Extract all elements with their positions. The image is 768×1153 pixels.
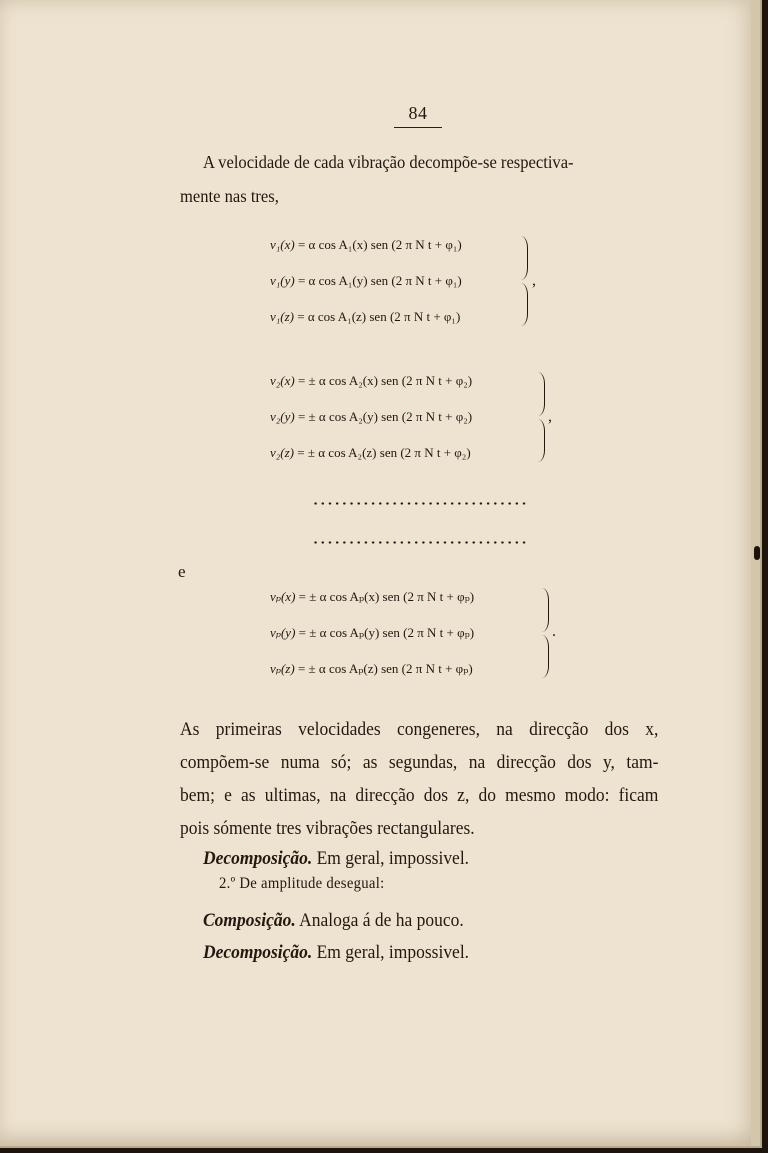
brace-top bbox=[521, 236, 528, 280]
equation: v₂(x) = ± α cos A₂(x) sen (2 π N t + φ₂) bbox=[270, 373, 473, 388]
decomposition-line-2 bbox=[203, 936, 469, 969]
case-heading: 2.º De amplitude desegual: bbox=[219, 875, 385, 892]
binding-mark bbox=[754, 546, 760, 560]
equation-punctuation: , bbox=[548, 408, 552, 425]
equation: vₚ(x) = ± α cos Aₚ(x) sen (2 π N t + φₚ) bbox=[270, 589, 475, 604]
equation-punctuation: . bbox=[552, 623, 556, 640]
equation: vₚ(z) = ± α cos Aₚ(z) sen (2 π N t + φₚ) bbox=[270, 661, 473, 676]
ellipsis-row-1 bbox=[312, 502, 530, 505]
brace-bottom bbox=[521, 283, 528, 326]
decomposition-label: Decomposição. bbox=[203, 942, 313, 963]
decomposition-text: Em geral, impossivel. bbox=[316, 848, 470, 869]
page-edge bbox=[751, 0, 760, 1146]
equation: v₂(y) = ± α cos A₂(y) sen (2 π N t + φ₂) bbox=[270, 409, 473, 424]
brace-bottom bbox=[538, 419, 545, 462]
equation: v₁(z) = α cos A₁(z) sen (2 π N t + φ₁) bbox=[270, 309, 461, 324]
composition-line bbox=[203, 904, 464, 937]
page-number: 84 bbox=[394, 103, 442, 128]
equation: v₁(x) = α cos A₁(x) sen (2 π N t + φ₁) bbox=[270, 237, 462, 252]
intro-line-1: A velocidade de cada vibração decompõe-se respectiva- bbox=[203, 152, 574, 172]
body-line-2: compõem-se numa só; as segundas, na direcção dos y, tam- bbox=[180, 752, 659, 773]
decomposition-label: Decomposição. bbox=[203, 848, 313, 869]
brace-bottom bbox=[542, 635, 549, 678]
composition-label: Composição. bbox=[203, 910, 296, 931]
body-line-1: As primeiras velocidades congeneres, na direcção dos x, bbox=[180, 719, 659, 740]
equation-punctuation: , bbox=[532, 272, 536, 289]
decomposition-text: Em geral, impossivel. bbox=[316, 942, 470, 963]
brace-top bbox=[538, 372, 545, 416]
composition-text: Analoga á de ha pouco. bbox=[299, 910, 464, 931]
intro-line-2: mente nas tres, bbox=[180, 186, 279, 206]
body-line-3: bem; e as ultimas, na direcção dos z, do mesmo modo: ficam bbox=[180, 785, 659, 806]
brace-top bbox=[542, 588, 549, 632]
ellipsis-row-2 bbox=[312, 541, 530, 544]
decomposition-line-1 bbox=[203, 842, 469, 875]
equation: vₚ(y) = ± α cos Aₚ(y) sen (2 π N t + φₚ) bbox=[270, 625, 475, 640]
body-line-4: pois sómente tres vibrações rectangulares. bbox=[180, 818, 475, 839]
equation: v₁(y) = α cos A₁(y) sen (2 π N t + φ₁) bbox=[270, 273, 462, 288]
equation: v₂(z) = ± α cos A₂(z) sen (2 π N t + φ₂) bbox=[270, 445, 471, 460]
conjunction: e bbox=[178, 562, 186, 581]
